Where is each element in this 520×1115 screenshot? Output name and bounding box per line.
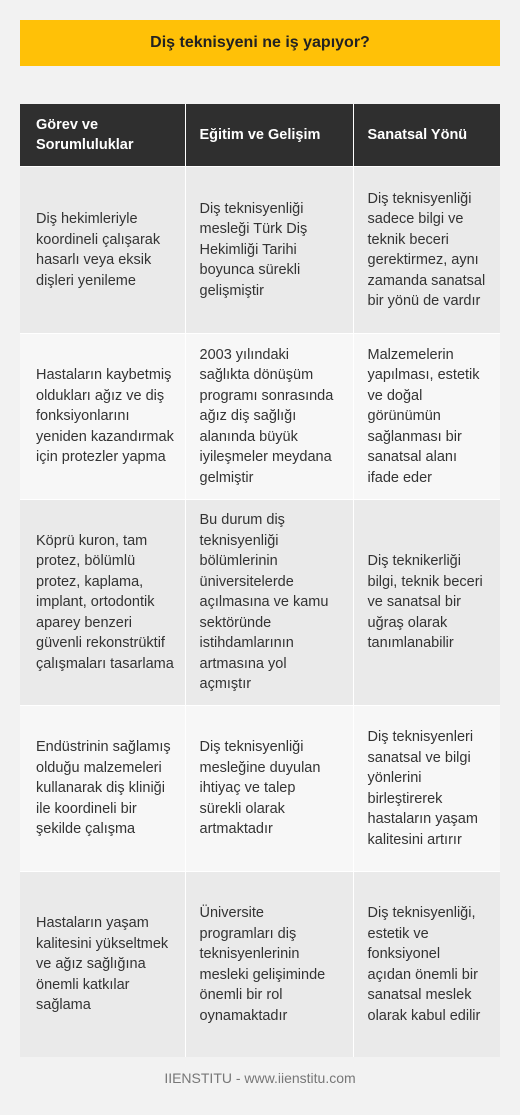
table-row — [20, 706, 500, 872]
table-cell: Diş teknikerliği bilgi, teknik beceri ve sanatsal bir uğraş olarak tanımlanabilir — [353, 500, 500, 706]
table-cell: Diş teknisyenliği mesleğine duyulan ihtiyaç ve talep sürekli olarak artmaktadır — [185, 706, 353, 872]
table-cell: Hastaların yaşam kalitesini yükseltmek ve ağız sağlığına önemli katkılar sağlama — [20, 872, 185, 1058]
table-cell: Hastaların kaybetmiş oldukları ağız ve diş fonksiyonlarını yeniden kazandırmak için protezler yapma — [20, 334, 185, 500]
info-table — [20, 104, 500, 1057]
table-cell: Üniversite programları diş teknisyenlerinin mesleki gelişiminde önemli bir rol oynamaktadır — [185, 872, 353, 1058]
table-cell: Diş teknisyenliği mesleği Türk Diş Hekimliği Tarihi boyunca sürekli gelişmiştir — [185, 167, 353, 334]
table-row — [20, 334, 500, 500]
table-header-row — [20, 104, 500, 167]
footer-credit: IIENSTITU - www.iienstitu.com — [164, 1070, 356, 1086]
table-cell: Diş teknisyenliği, estetik ve fonksiyonel açıdan önemli bir sanatsal meslek olarak kabul edilir — [353, 872, 500, 1058]
column-header: Eğitim ve Gelişim — [185, 104, 353, 167]
table-cell: Köprü kuron, tam protez, bölümlü protez, kaplama, implant, ortodontik aparey benzeri güvenli rekonstrüktif çalışmaları tasarlama — [20, 500, 185, 706]
table-cell: Endüstrinin sağlamış olduğu malzemeleri kullanarak diş kliniği ile koordineli bir şekilde çalışma — [20, 706, 185, 872]
table-cell: Bu durum diş teknisyenliği bölümlerinin üniversitelerde açılmasına ve kamu sektöründe istihdamlarının artmasına yol açmıştır — [185, 500, 353, 706]
table-cell: Diş teknisyenliği sadece bilgi ve teknik beceri gerektirmez, aynı zamanda sanatsal bir yönü de vardır — [353, 167, 500, 334]
table-cell: Malzemelerin yapılması, estetik ve doğal görünümün sağlanması bir sanatsal alanı ifade eder — [353, 334, 500, 500]
page-title: Diş teknisyeni ne iş yapıyor? — [20, 20, 500, 66]
column-header: Sanatsal Yönü — [353, 104, 500, 167]
table-cell: Diş hekimleriyle koordineli çalışarak hasarlı veya eksik dişleri yenileme — [20, 167, 185, 334]
table-row — [20, 500, 500, 706]
table-cell: 2003 yılındaki sağlıkta dönüşüm programı sonrasında ağız diş sağlığı alanında büyük iyileşmeler meydana gelmiştir — [185, 334, 353, 500]
table-cell: Diş teknisyenleri sanatsal ve bilgi yönlerini birleştirerek hastaların yaşam kalitesini artırır — [353, 706, 500, 872]
column-header: Görev ve Sorumluluklar — [20, 104, 185, 167]
table-row — [20, 167, 500, 334]
table-row — [20, 872, 500, 1058]
